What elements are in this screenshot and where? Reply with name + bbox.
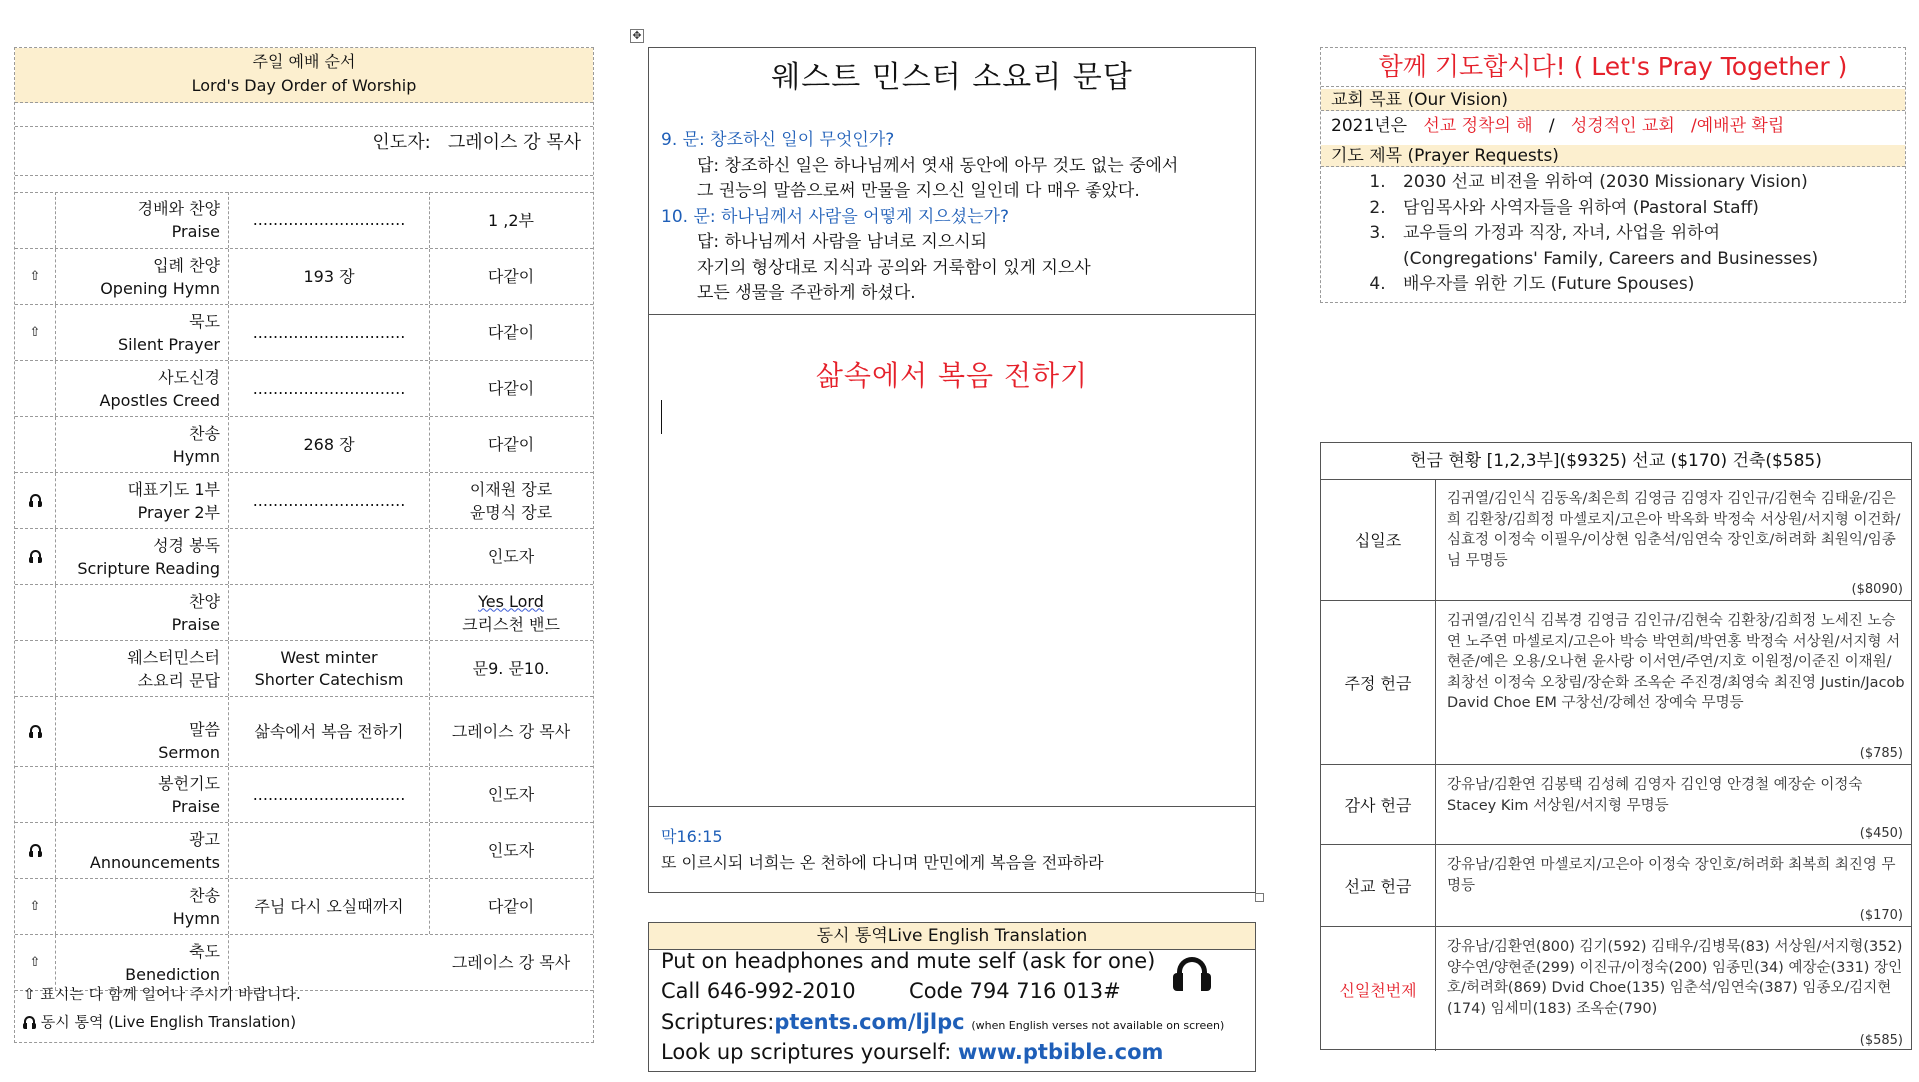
translation-box [648, 922, 1256, 1072]
prayer-box [1320, 47, 1906, 303]
row-middle: .............................. [252, 322, 406, 342]
row-middle: .............................. [252, 784, 406, 804]
row-middle: 193 장 [303, 266, 355, 286]
text-cursor[interactable] [661, 400, 662, 434]
worship-row-prayer [15, 473, 593, 529]
legend-stand: 표시는 다 함께 일어나 주시기 바랍니다. [40, 985, 301, 1003]
stand-icon: ⇧ [15, 935, 56, 990]
offering-row-thanks [1321, 765, 1911, 845]
worship-row-announcements [15, 823, 593, 879]
row-middle: .............................. [252, 378, 406, 398]
requests-header: 기도 제목 (Prayer Requests) [1321, 145, 1905, 167]
row-name-ko: 축도 [189, 941, 220, 961]
verse-divider [649, 806, 1255, 807]
row-name-en: Benediction [125, 964, 220, 984]
answer-9-line-2: 그 권능의 말씀으로써 만물을 지으신 일인데 다 매우 좋았다. [697, 181, 1140, 201]
row-mark [15, 192, 56, 248]
headphones-icon [29, 550, 42, 563]
row-middle: 주님 다시 오실때까지 [254, 896, 404, 916]
question-10: 10. 문: 하나님께서 사람을 어떻게 지으셨는가? [661, 206, 1009, 227]
offering-label: 십일조 [1321, 479, 1436, 600]
offering-row-weekly [1321, 601, 1911, 765]
prayer-request: 2. 담임목사와 사역자들을 위하여 (Pastoral Staff) [1391, 196, 1818, 222]
row-name-en: Opening Hymn [100, 278, 220, 298]
row-right-2: 크리스천 밴드 [462, 614, 560, 634]
row-name-ko: 웨스터민스터 [127, 647, 220, 667]
row-name-ko: 경배와 찬양 [137, 199, 220, 218]
scriptures-label: Scriptures: [661, 1010, 775, 1034]
row-right: 인도자 [487, 841, 535, 860]
worship-blank-row [15, 100, 593, 127]
offering-names: 김귀열/김인식 김복경 김영금 김인규/김현숙 김환창/김희정 노세진 노승연 노주연 마셀로지/고은아 박승 박연희/박연홍 박정숙 서상원/서지형 서현준/예은 오용/오나현 윤사랑 이서연/주연/지호 이원정/이준진 이재원/최창선 이정숙 오창림/장순화 조옥순 주진경/최영숙 최진영 Justin/Jacob David Choe EM 구창선/강혜선 장예숙 무명등 [1447, 613, 1905, 711]
answer-10-line-1: 답: 하나님께서 사람을 남녀로 지으시되 [697, 232, 988, 252]
row-name-en: Praise [171, 222, 220, 241]
offering-amount: ($785) [1859, 746, 1903, 761]
headphones-icon [29, 494, 42, 507]
worship-row-closing-hymn [15, 879, 593, 935]
row-name-en: Scripture Reading [77, 558, 220, 578]
row-name-en: Sermon [158, 743, 220, 762]
table-resize-handle[interactable] [1255, 893, 1264, 902]
offering-names: 강유남/김환연 김봉택 김성혜 김영자 김인영 안경철 예장순 이정숙 Stacey Kim 서상원/서지형 무명등 [1447, 777, 1863, 814]
call-code: Code 794 716 013# [909, 979, 1121, 1003]
row-mark [15, 417, 56, 472]
worship-row-catechism [15, 641, 593, 697]
row-right: 이재원 장로 [469, 479, 553, 499]
worship-header [15, 48, 593, 103]
row-right: 그레이스 강 목사 [451, 722, 571, 741]
vision-goal-2: 성경적인 교회 [1570, 116, 1675, 136]
legend-translation: 동시 통역 (Live English Translation) [40, 1013, 297, 1031]
headphones-icon [29, 725, 42, 738]
offering-header: 헌금 현황 [1,2,3부]($9325) 선교 ($170) 건축($585) [1321, 443, 1911, 480]
prayer-requests-list [1363, 170, 1818, 298]
vision-year: 2021년은 [1331, 116, 1408, 136]
answer-10-line-3: 모든 생물을 주관하게 하셨다. [697, 283, 916, 303]
catechism-title: 웨스트 민스터 소요리 문답 [771, 60, 1133, 95]
row-middle: West minter [280, 647, 378, 667]
table-move-handle-icon[interactable]: ✥ [630, 29, 644, 43]
offering-amount: ($585) [1859, 1033, 1903, 1048]
scriptures-note: (when English verses not available on screen) [971, 1019, 1225, 1032]
row-name-ko: 찬송 [189, 885, 220, 905]
answer-9-line-1: 답: 창조하신 일은 하나님께서 엿새 동안에 아무 것도 없는 중에서 [697, 155, 1179, 176]
offering-table [1320, 442, 1912, 1050]
catechism-qa [661, 128, 1251, 307]
verse-reference: 막16:15 [661, 827, 723, 846]
vision-goal-3: /예배관 확립 [1691, 116, 1785, 136]
worship-row-apostles-creed [15, 361, 593, 417]
offering-names: 강유남/김환연 마셀로지/고은아 이정숙 장인호/허려화 최복희 최진영 무명등 [1447, 857, 1896, 894]
offering-row-mission [1321, 845, 1911, 927]
translation-scriptures-line [661, 1010, 1224, 1034]
offering-names: 강유남/김환연(800) 김기(592) 김태우/김병묵(83) 서상원/서지형(352) 양수연/양현준(299) 이진규/이정숙(200) 임종민(34) 예장순(331) 장인호/허려화(869) Dvid Choe(135) 임춘석/임연숙(387) 임종오/김지현(174) 임세미(183) 조옥순(790) [1447, 939, 1903, 1017]
prayer-request-cont: (Congregations' Family, Careers and Businesses) [1403, 248, 1819, 269]
stand-icon: ⇧ [15, 305, 56, 360]
row-right: 인도자 [487, 785, 535, 804]
row-right: 인도자 [487, 547, 535, 566]
row-name-ko: 광고 [189, 829, 220, 849]
row-right: 다같이 [487, 267, 535, 286]
row-name-ko: 입례 찬양 [153, 255, 220, 275]
offering-amount: ($8090) [1851, 582, 1903, 597]
row-name-ko: 찬양 [189, 591, 220, 611]
row-name-ko: 찬송 [189, 423, 220, 443]
offering-names: 김귀열/김인식 김동옥/최은희 김영금 김영자 김인규/김현숙 김태윤/김은희 김환창/김희정 마셀로지/고은아 박옥화 박정숙 서상원/서지형 이건화/심효정 이정숙 이필우/이상현 임춘석/임연숙 장인호/허려화 최원익/임종님 무명등 [1447, 491, 1901, 569]
offering-label: 주정 헌금 [1321, 601, 1436, 764]
row-right: 다같이 [487, 379, 535, 398]
row-middle: .............................. [252, 210, 406, 229]
row-name-en: Announcements [89, 852, 220, 872]
offering-label: 감사 헌금 [1321, 765, 1436, 844]
offering-label: 선교 헌금 [1321, 845, 1436, 926]
question-9: 9. 문: 창조하신 일이 무엇인가? [661, 130, 895, 150]
row-right: 1 ,2부 [488, 210, 534, 230]
verse-text: 또 이르시되 너희는 온 천하에 다니며 만민에게 복음을 전파하라 [661, 853, 1104, 872]
worship-row-praise-band [15, 585, 593, 641]
worship-title-en: Lord's Day Order of Worship [191, 76, 417, 95]
worship-row-praise [15, 192, 593, 249]
worship-gap-row [15, 176, 593, 193]
row-mark [15, 641, 56, 696]
stand-icon: ⇧ [15, 879, 56, 934]
headphones-icon [1173, 957, 1211, 991]
worship-row-offering-prayer [15, 767, 593, 823]
row-mark [15, 361, 56, 416]
offering-row-tithe [1321, 479, 1911, 601]
vision-separator: / [1548, 116, 1555, 136]
scriptures-link[interactable]: ptents.com/ljlpc [774, 1010, 965, 1034]
stand-icon: ⇧ [23, 985, 36, 1003]
row-name-en: Praise [171, 796, 220, 816]
catechism-box [648, 47, 1256, 893]
vision-line [1331, 114, 1784, 138]
row-middle-2: Shorter Catechism [254, 669, 404, 689]
row-name-ko: 봉헌기도 [158, 773, 220, 793]
lookup-label: Look up scriptures yourself: [661, 1040, 952, 1064]
row-name-en: 소요리 문답 [137, 670, 220, 690]
vision-header: 교회 목표 (Our Vision) [1321, 89, 1905, 111]
prayer-request: 3. 교우들의 가정과 직장, 자녀, 사업을 위하여 (Congregations' Family, Careers and Businesses) [1391, 221, 1818, 272]
worship-title-ko: 주일 예배 순서 [252, 52, 356, 71]
row-name-en: Silent Prayer [117, 334, 220, 354]
row-name-en: Apostles Creed [99, 390, 220, 410]
row-name-en: Hymn [172, 908, 220, 928]
catechism-divider [649, 314, 1255, 315]
prayer-request: 1. 2030 선교 비젼을 위하여 (2030 Missionary Vision) [1391, 170, 1818, 196]
row-right-2: 윤명식 장로 [469, 502, 553, 522]
stand-icon: ⇧ [15, 249, 56, 304]
prayer-title: 함께 기도합시다! ( Let's Pray Together ) [1321, 48, 1905, 87]
row-name-ko: 묵도 [189, 311, 220, 331]
worship-legend [23, 980, 301, 1036]
answer-10-line-2: 자기의 형상대로 지식과 공의와 거룩함이 있게 지으사 [697, 257, 1091, 278]
leader-name: 그레이스 강 목사 [447, 132, 581, 153]
worship-row-opening-hymn [15, 249, 593, 305]
row-name-en: Prayer 2부 [137, 502, 220, 522]
translation-header: 동시 통역Live English Translation [649, 923, 1255, 950]
worship-leader [15, 126, 593, 176]
translation-lookup-line [661, 1040, 1163, 1064]
worship-row-scripture [15, 529, 593, 585]
leader-label: 인도자: [372, 132, 431, 153]
row-mark [15, 767, 56, 822]
row-mark [15, 585, 56, 640]
worship-order-table [14, 47, 594, 1043]
call-number: Call 646-992-2010 [661, 979, 856, 1003]
headphones-icon [29, 844, 42, 857]
row-name-en: Praise [171, 614, 220, 634]
headphones-icon [23, 1016, 36, 1029]
offering-amount: ($170) [1859, 908, 1903, 923]
row-middle: 268 장 [303, 434, 355, 454]
row-right: 다같이 [487, 435, 535, 454]
prayer-request: 4. 배우자를 위한 기도 (Future Spouses) [1391, 272, 1818, 298]
row-name-ko: 사도신경 [158, 367, 220, 387]
row-right: Yes Lord [478, 591, 544, 611]
row-name-ko: 대표기도 1부 [127, 479, 220, 499]
worship-row-silent-prayer [15, 305, 593, 361]
lookup-link[interactable]: www.ptbible.com [958, 1040, 1164, 1064]
row-right: 다같이 [487, 323, 535, 342]
row-name-ko: 말씀 [189, 720, 220, 739]
offering-row-thousand [1321, 927, 1911, 1051]
translation-call-line [661, 979, 1121, 1003]
row-right: 문9. 문10. [472, 659, 550, 678]
row-middle: .............................. [252, 490, 406, 510]
row-right: 다같이 [487, 897, 535, 916]
offering-label: 신일천번제 [1321, 927, 1436, 1051]
translation-line-1: Put on headphones and mute self (ask for one) [661, 949, 1156, 973]
row-name-ko: 성경 봉독 [153, 535, 220, 555]
worship-row-sermon [15, 697, 593, 767]
row-name-en: Hymn [172, 446, 220, 466]
row-right: 그레이스 강 목사 [451, 953, 571, 972]
worship-row-hymn [15, 417, 593, 473]
offering-amount: ($450) [1859, 826, 1903, 841]
row-middle: 삶속에서 복음 전하기 [254, 721, 404, 741]
sermon-title: 삶속에서 복음 전하기 [815, 359, 1089, 392]
vision-goal-1: 선교 정착의 해 [1423, 116, 1533, 136]
